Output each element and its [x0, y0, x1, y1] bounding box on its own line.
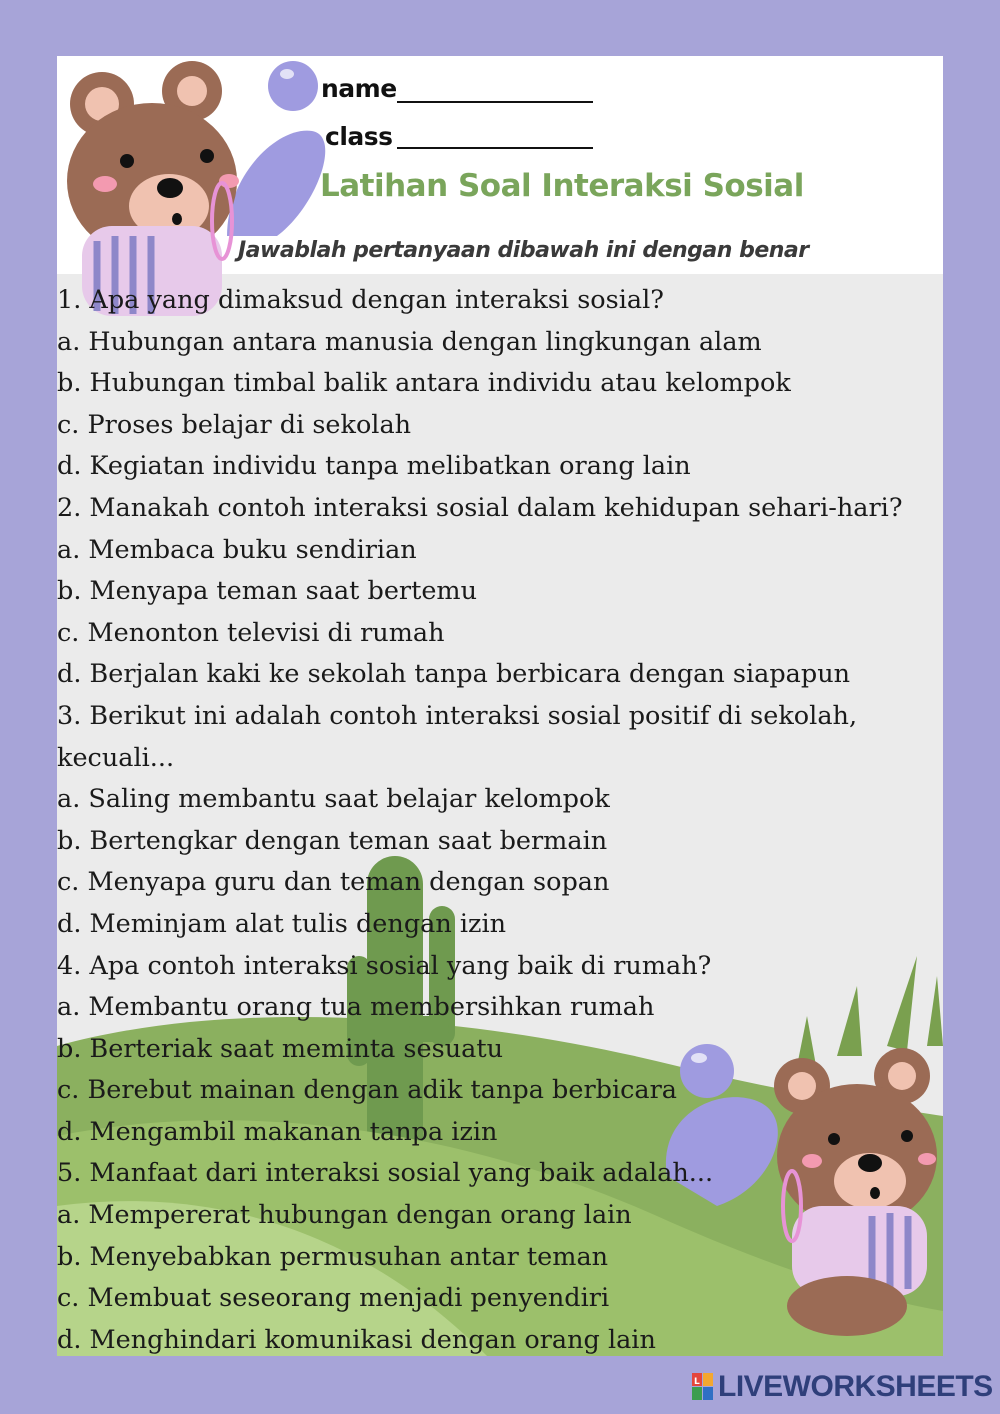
liveworksheets-logo[interactable] — [692, 1370, 993, 1404]
bear-illustration — [67, 61, 239, 316]
option-3b[interactable]: b. Bertengkar dengan teman saat bermain — [57, 825, 608, 856]
option-2d[interactable]: d. Berjalan kaki ke sekolah tanpa berbicara dengan siapapun — [57, 659, 851, 690]
worksheet-title: Latihan Soal Interaksi Sosial — [320, 168, 804, 204]
option-5c[interactable]: c. Membuat seseorang menjadi penyendiri — [57, 1283, 610, 1314]
question-4: 4. Apa contoh interaksi sosial yang baik di rumah? — [57, 950, 712, 981]
option-4c[interactable]: c. Berebut mainan dengan adik tanpa berbicara — [57, 1075, 677, 1106]
option-3c[interactable]: c. Menyapa guru dan teman dengan sopan — [57, 867, 610, 898]
question-5: 5. Manfaat dari interaksi sosial yang baik adalah... — [57, 1158, 714, 1189]
question-3: 3. Berikut ini adalah contoh interaksi sosial positif di sekolah, kecuali... — [57, 700, 858, 773]
name-input-line[interactable] — [397, 101, 593, 103]
option-2a[interactable]: a. Membaca buku sendirian — [57, 534, 417, 565]
class-label: class — [325, 122, 393, 151]
option-1d[interactable]: d. Kegiatan individu tanpa melibatkan orang lain — [57, 451, 691, 482]
bubble-icon — [268, 61, 318, 111]
option-5d[interactable]: d. Menghindari komunikasi dengan orang lain — [57, 1324, 656, 1355]
option-2b[interactable]: b. Menyapa teman saat bertemu — [57, 576, 478, 607]
bubble-icon — [227, 131, 325, 236]
instruction-text: Jawablah pertanyaan dibawah ini dengan benar — [238, 238, 809, 263]
question-2: 2. Manakah contoh interaksi sosial dalam kehidupan sehari-hari? — [57, 492, 903, 523]
option-1b[interactable]: b. Hubungan timbal balik antara individu atau kelompok — [57, 368, 791, 399]
option-4b[interactable]: b. Berteriak saat meminta sesuatu — [57, 1033, 503, 1064]
option-2c[interactable]: c. Menonton televisi di rumah — [57, 617, 445, 648]
bubble-icon — [280, 69, 294, 79]
question-1: 1. Apa yang dimaksud dengan interaksi sosial? — [57, 285, 664, 315]
liveworksheets-icon — [692, 1373, 714, 1401]
class-input-line[interactable] — [397, 147, 593, 149]
svg-text:L: L — [694, 1377, 700, 1387]
option-4d[interactable]: d. Mengambil makanan tanpa izin — [57, 1116, 498, 1147]
option-3a[interactable]: a. Saling membantu saat belajar kelompok — [57, 784, 610, 815]
liveworksheets-brand: LIVEWORKSHEETS — [718, 1370, 993, 1403]
option-1c[interactable]: c. Proses belajar di sekolah — [57, 409, 412, 440]
question-list — [57, 280, 937, 1361]
name-label: name — [321, 74, 397, 103]
option-3d[interactable]: d. Meminjam alat tulis dengan izin — [57, 908, 507, 939]
option-4a[interactable]: a. Membantu orang tua membersihkan rumah — [57, 992, 655, 1023]
option-1a[interactable]: a. Hubungan antara manusia dengan lingkungan alam — [57, 326, 762, 357]
option-5a[interactable]: a. Mempererat hubungan dengan orang lain — [57, 1200, 632, 1231]
option-5b[interactable]: b. Menyebabkan permusuhan antar teman — [57, 1241, 609, 1272]
